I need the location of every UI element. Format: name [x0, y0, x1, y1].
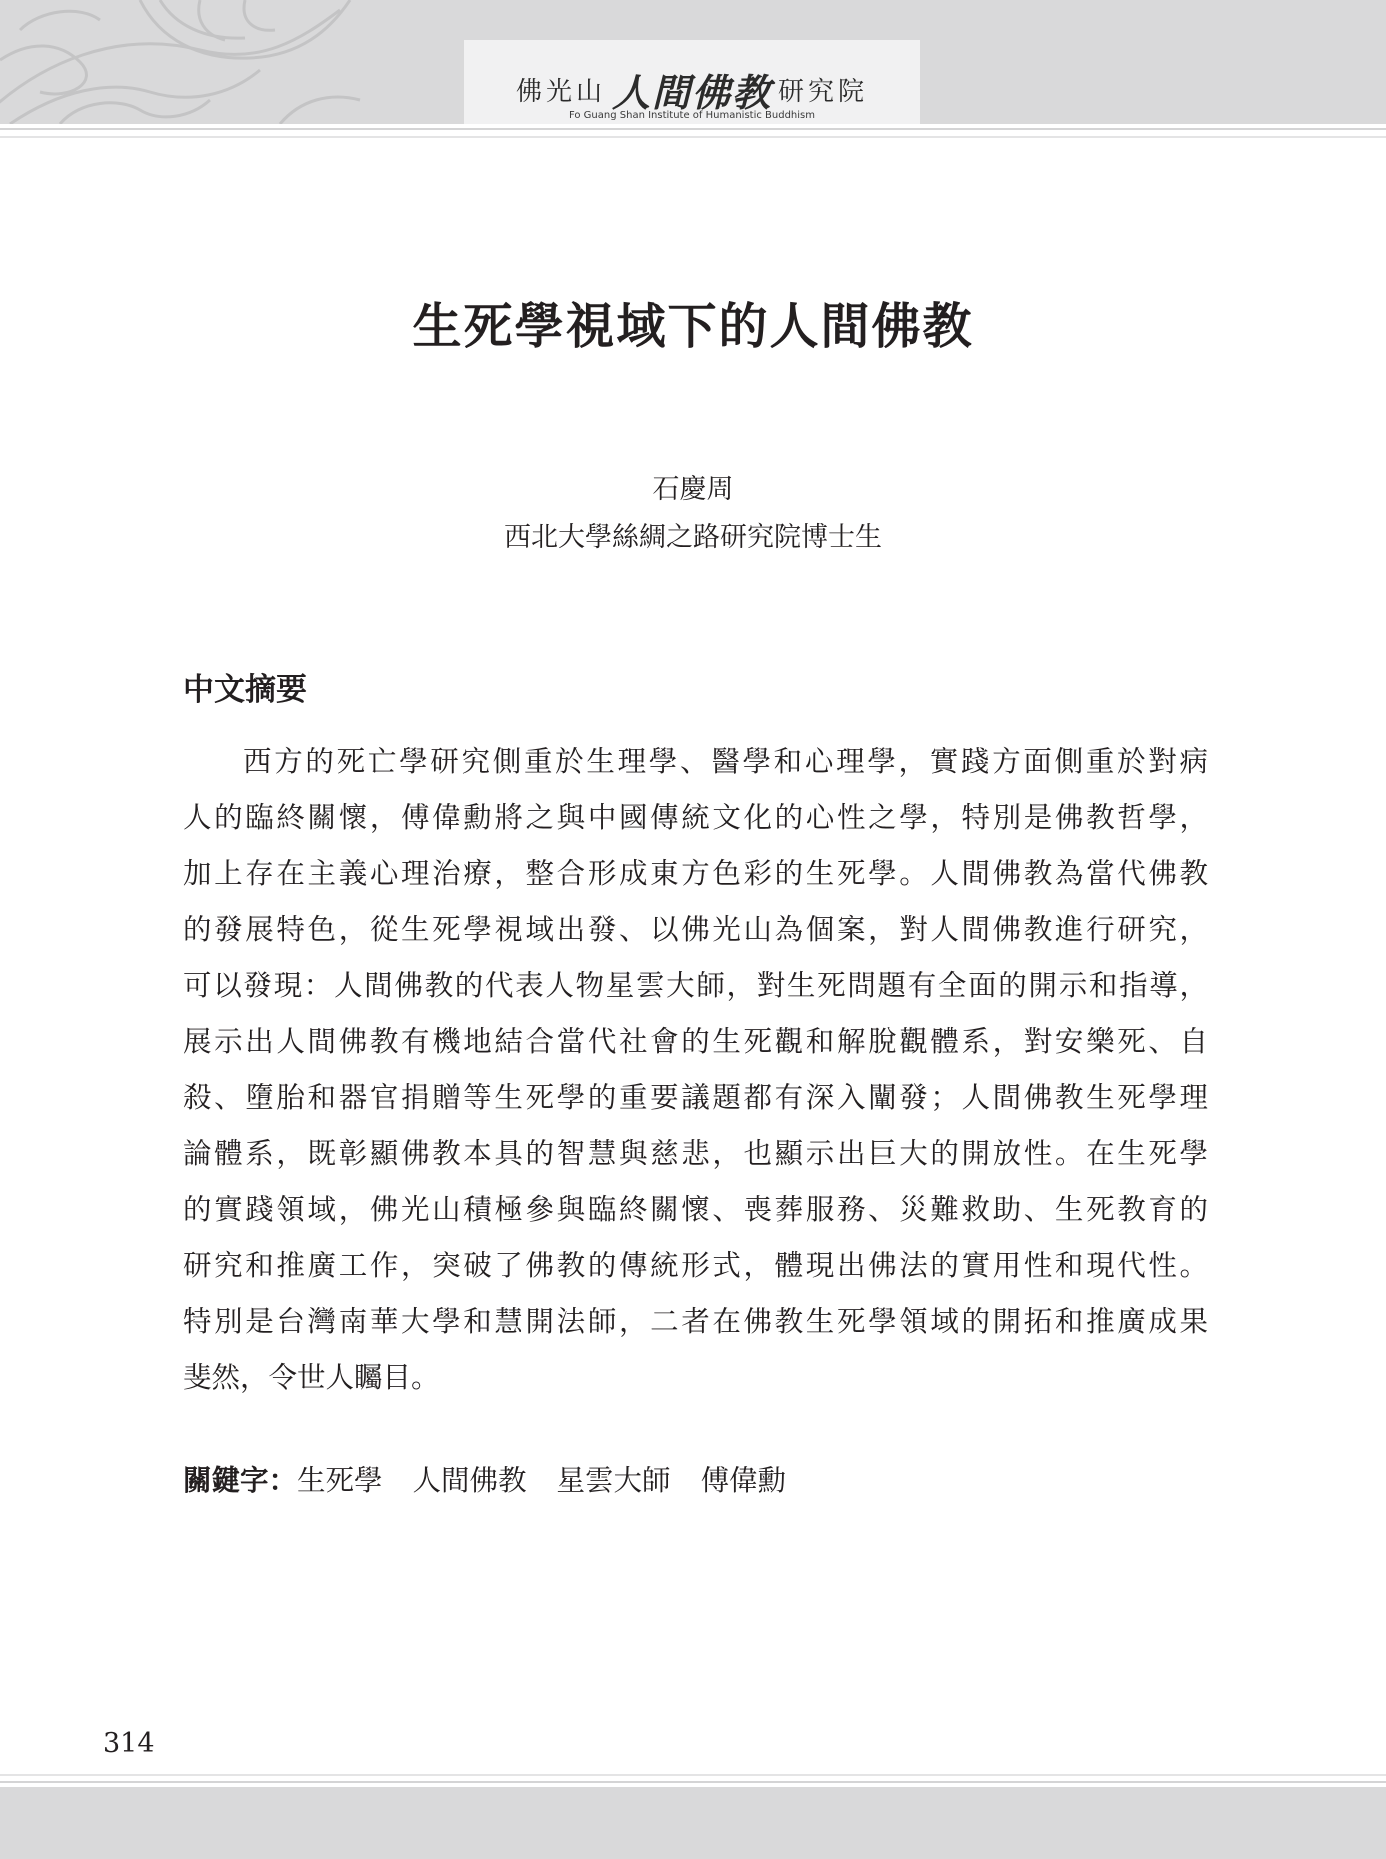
page-number: 314 [103, 1728, 155, 1759]
abstract-heading: 中文摘要 [183, 672, 307, 708]
abstract-line: 的發展特色，從生死學視域出發、以佛光山為個案，對人間佛教進行研究， [183, 913, 1208, 946]
footer-rule-bottom [0, 1781, 1386, 1783]
footer-rule-top [0, 1774, 1386, 1776]
keyword-item: 人間佛教 [412, 1464, 527, 1497]
header-rule-bottom [0, 136, 1386, 138]
logo-prefix: 佛光山 [515, 77, 606, 107]
abstract-line: 研究和推廣工作，突破了佛教的傳統形式，體現出佛法的實用性和現代性。 [183, 1249, 1208, 1282]
keyword-item: 傅偉勳 [700, 1464, 787, 1497]
institute-logo [464, 40, 920, 124]
abstract-line: 展示出人間佛教有機地結合當代社會的生死觀和解脫觀體系，對安樂死、自 [183, 1025, 1208, 1058]
abstract-line: 人的臨終關懷，傅偉勳將之與中國傳統文化的心性之學，特別是佛教哲學， [183, 801, 1208, 834]
keyword-item: 星雲大師 [556, 1464, 671, 1497]
author-name: 石慶周 [652, 474, 734, 505]
abstract-line: 殺、墮胎和器官捐贈等生死學的重要議題都有深入闡發；人間佛教生死學理 [183, 1081, 1208, 1114]
footer-band [0, 1787, 1386, 1859]
logo-brush-text: 人間佛教 [611, 70, 772, 115]
abstract-line: 西方的死亡學研究側重於生理學、醫學和心理學，實踐方面側重於對病 [243, 745, 1208, 778]
abstract-body [183, 734, 1208, 1406]
abstract-line: 斐然，令世人矚目。 [183, 1361, 440, 1394]
keywords-label: 關鍵字： [183, 1463, 298, 1497]
abstract-line: 加上存在主義心理治療，整合形成東方色彩的生死學。人間佛教為當代佛教 [183, 857, 1208, 890]
institute-logo-name [464, 62, 920, 117]
logo-suffix: 研究院 [778, 77, 869, 107]
keyword-item: 生死學 [297, 1464, 383, 1497]
abstract-line: 可以發現：人間佛教的代表人物星雲大師，對生死問題有全面的開示和指導， [183, 969, 1208, 1002]
lotus-ornament-icon [0, 0, 380, 124]
abstract-line: 論體系，既彰顯佛教本具的智慧與慈悲，也顯示出巨大的開放性。在生死學 [183, 1137, 1208, 1170]
abstract-line: 特別是台灣南華大學和慧開法師，二者在佛教生死學領域的開拓和推廣成果 [183, 1305, 1208, 1338]
keywords [183, 1460, 816, 1501]
abstract-line: 的實踐領域，佛光山積極參與臨終關懷、喪葬服務、災難救助、生死教育的 [183, 1193, 1208, 1226]
logo-english-name: Fo Guang Shan Institute of Humanistic Buddhism [568, 110, 815, 121]
author-affiliation: 西北大學絲綢之路研究院博士生 [504, 522, 882, 553]
paper-title: 生死學視域下的人間佛教 [412, 297, 974, 355]
header-rule-top [0, 128, 1386, 130]
